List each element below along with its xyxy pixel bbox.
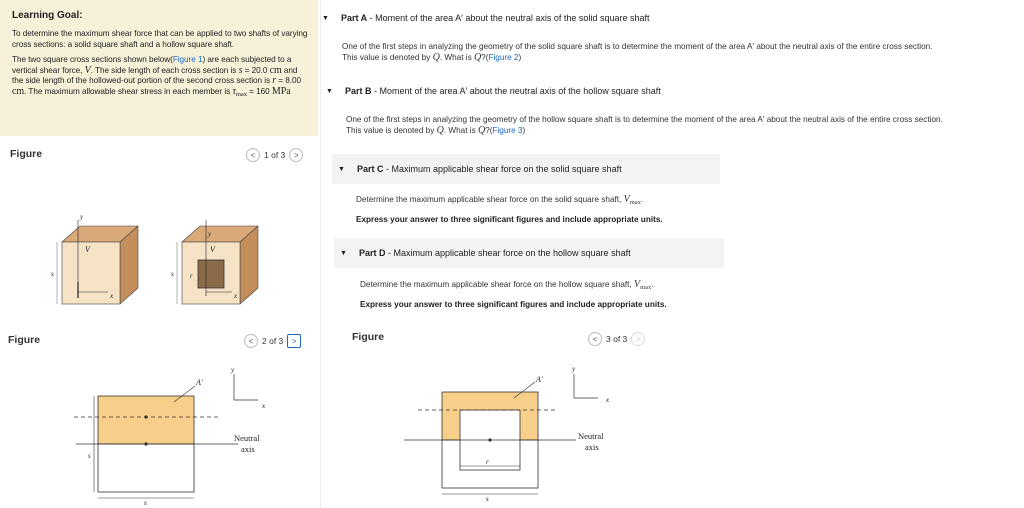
figure-1-drawing xyxy=(40,213,300,320)
solid-area-A-prime xyxy=(98,396,194,444)
collapse-triangle-icon: ▼ xyxy=(338,165,345,173)
figure-1-label: Figure xyxy=(10,148,43,160)
part-a-header[interactable] xyxy=(322,3,702,33)
hollow-shaft-drawing xyxy=(177,220,258,304)
fig3-axis-label: axis xyxy=(585,442,599,452)
figure-2-next-button[interactable]: > xyxy=(287,334,301,348)
iso-V-label-2: V xyxy=(210,245,215,254)
iso-x-label-2: x xyxy=(234,292,238,300)
fig2-s-horizontal-label: s xyxy=(144,499,147,507)
fig3-A-label: A′ xyxy=(536,375,543,384)
learning-goal-panel xyxy=(0,0,318,136)
iso-V-label-1: V xyxy=(85,245,90,254)
figure-2-link[interactable]: Figure 2 xyxy=(488,52,519,62)
iso-y-label-1: y xyxy=(80,213,84,221)
iso-s-label-2: s xyxy=(171,270,174,278)
figure-3-pager xyxy=(588,332,645,346)
part-a-line2: This value is denoted by Q. What is Q?(Figure 2) xyxy=(342,51,522,63)
part-c-header[interactable] xyxy=(332,154,720,184)
part-b-title: - Moment of the area A′ about the neutral axis of the hollow square shaft xyxy=(371,86,661,96)
collapse-triangle-icon: ▼ xyxy=(322,14,329,22)
fig3-x-label: x xyxy=(606,396,610,404)
part-d-header[interactable] xyxy=(334,238,724,268)
learning-goal-para1: To determine the maximum shear force that can be applied to two shafts of varying cross sections: a solid square shaft and a hollow square shaft. xyxy=(12,29,308,49)
figure-3-drawing xyxy=(400,362,640,508)
part-a-line1: One of the first steps in analyzing the geometry of the solid square shaft is to determine the moment of the area A′ about the neutral axis of the entire cross section. xyxy=(342,42,933,51)
part-d-body xyxy=(360,280,1016,310)
fig3-y-label: y xyxy=(572,365,576,373)
collapse-triangle-icon: ▼ xyxy=(326,87,333,95)
iso-s-label-1: s xyxy=(51,270,54,278)
fig2-axis-label: axis xyxy=(241,444,255,454)
column-divider xyxy=(320,0,321,508)
figure-1-pager xyxy=(246,148,303,162)
part-c-instructions: Express your answer to three significant figures and include appropriate units. xyxy=(356,214,663,224)
part-d-title: - Maximum applicable shear force on the hollow square shaft xyxy=(385,248,631,258)
figure-3-label: Figure xyxy=(352,331,385,343)
fig3-neutral-label: Neutral xyxy=(578,431,604,441)
figure-3-prev-button[interactable]: < xyxy=(588,332,602,346)
fig2-neutral-label: Neutral xyxy=(234,433,260,443)
part-b-line2: This value is denoted by Q. What is Q?(Figure 3) xyxy=(346,124,526,136)
figure-3-page: 3 of 3 xyxy=(606,334,628,344)
iso-r-label: r xyxy=(190,272,193,280)
figure-3-next-button[interactable]: > xyxy=(631,332,645,346)
part-c-line1: Determine the maximum applicable shear force on the solid square shaft, $V_{max}$. xyxy=(356,194,644,206)
part-d-tag: Part D xyxy=(358,248,386,258)
solid-shaft-drawing xyxy=(57,220,138,304)
iso-y-label-2: y xyxy=(208,230,212,238)
figure-1-page: 1 of 3 xyxy=(264,150,286,160)
figure-3-link[interactable]: Figure 3 xyxy=(492,125,523,135)
figure-2-prev-button[interactable]: < xyxy=(244,334,258,348)
figure-2-drawing xyxy=(50,362,300,508)
part-b-body xyxy=(346,115,1022,136)
figure-1-link[interactable]: Figure 1 xyxy=(172,55,203,64)
fig2-A-label: A′ xyxy=(196,378,203,387)
fig2-x-label: x xyxy=(262,402,266,410)
fig2-y-label: y xyxy=(231,366,235,374)
part-b-tag: Part B xyxy=(344,86,372,96)
figure-2-label: Figure xyxy=(8,334,41,346)
learning-goal-title: Learning Goal: xyxy=(12,10,83,21)
figure-1-next-button[interactable]: > xyxy=(289,148,303,162)
part-b-line1: One of the first steps in analyzing the geometry of the hollow square shaft is to determine the moment of the area A′ about the neutral axis of the entire cross section. xyxy=(346,115,943,124)
part-c-body xyxy=(356,195,1016,225)
fig3-s-label: s xyxy=(486,495,489,503)
part-b-header[interactable] xyxy=(326,76,726,106)
part-a-title: - Moment of the area A′ about the neutral axis of the solid square shaft xyxy=(367,13,650,23)
figure-1-prev-button[interactable]: < xyxy=(246,148,260,162)
part-a-body xyxy=(342,42,1022,63)
part-d-line1: Determine the maximum applicable shear force on the hollow square shaft, $V_{max}$. xyxy=(360,279,654,291)
collapse-triangle-icon: ▼ xyxy=(340,249,347,257)
figure-2-pager xyxy=(244,334,301,348)
fig2-s-vertical-label: s xyxy=(88,452,91,460)
fig3-r-label: r xyxy=(486,458,489,466)
part-d-instructions: Express your answer to three significant figures and include appropriate units. xyxy=(360,299,667,309)
learning-goal-para2: The two square cross sections shown below(Figure 1) are each subjected to a vertical shear force, V. The side length of each cross section is s = 20.0 cm and the side length of the hollowed-out portion of the second cross section is r = 8.00 cm. The maximum allowable shear stress in each member is $\tau_{max} = 160$ MPa xyxy=(12,55,301,98)
iso-x-label-1: x xyxy=(110,292,114,300)
part-a-tag: Part A xyxy=(340,13,368,23)
part-c-tag: Part C xyxy=(356,164,384,174)
part-c-title: - Maximum applicable shear force on the solid square shaft xyxy=(383,164,622,174)
figure-2-page: 2 of 3 xyxy=(262,336,284,346)
